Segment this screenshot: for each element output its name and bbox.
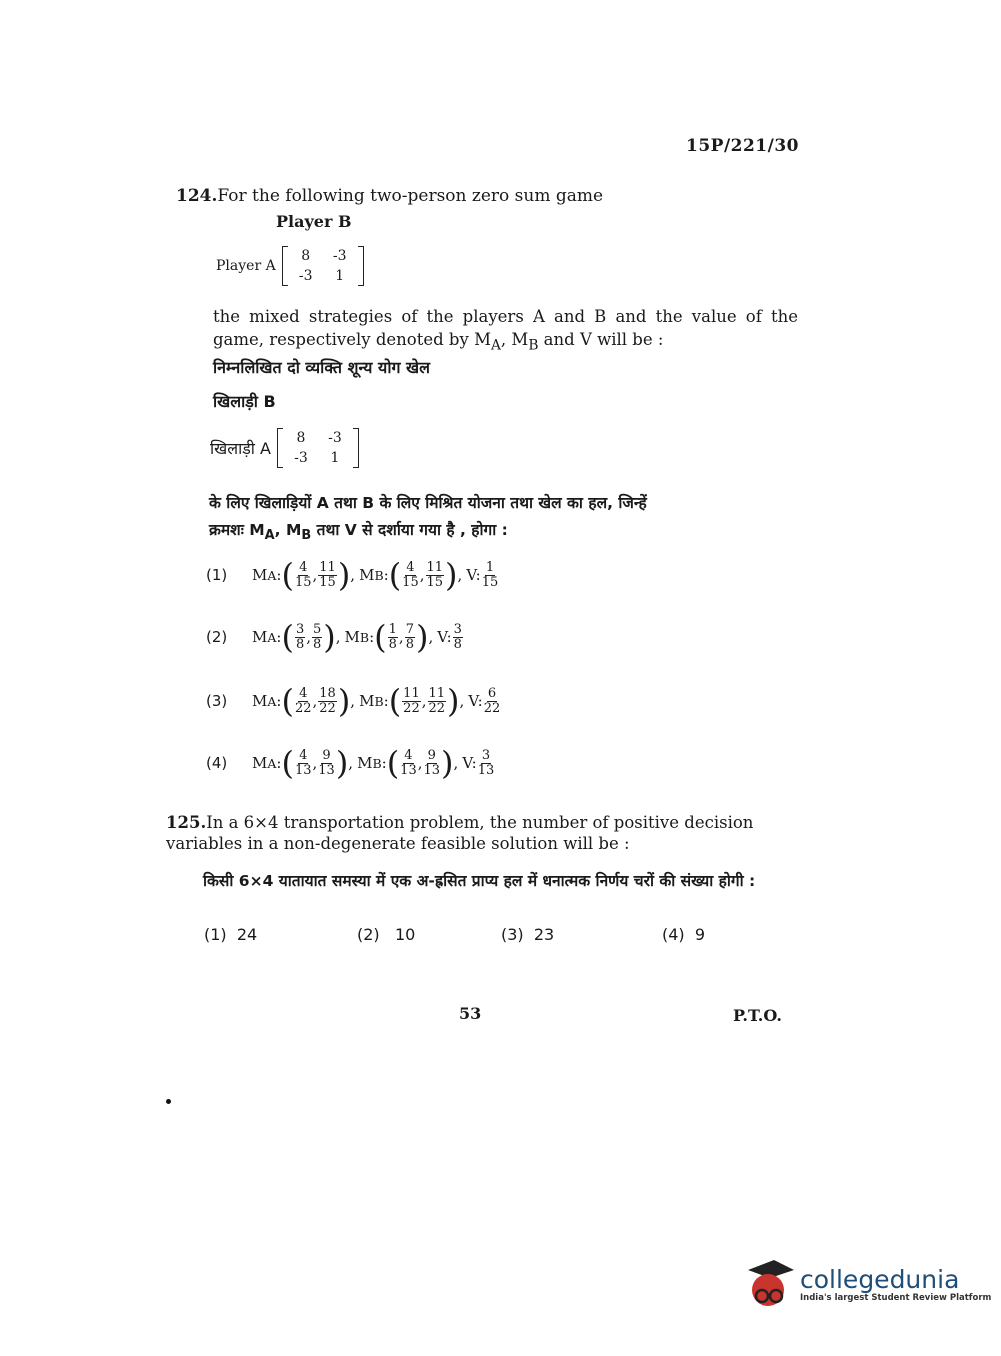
comma: , — [428, 628, 434, 646]
paren: ) — [323, 618, 336, 656]
fraction — [295, 687, 312, 716]
fraction — [453, 623, 463, 652]
var-ma: M — [474, 330, 491, 349]
page-number: 53 — [459, 1004, 482, 1023]
denominator: 13 — [400, 762, 417, 778]
answer-option[interactable] — [206, 556, 499, 594]
fraction — [318, 561, 337, 590]
sub: A — [267, 693, 277, 709]
fraction — [428, 687, 447, 716]
numerator: 4 — [406, 559, 415, 575]
paren: ( — [281, 618, 294, 656]
denominator: 22 — [294, 700, 312, 716]
numerator: 3 — [481, 747, 491, 763]
option-number: (3) — [501, 925, 524, 944]
payoff-matrix-en — [216, 246, 364, 286]
sub: B — [301, 528, 312, 544]
option-value: 10 — [394, 925, 416, 944]
fraction — [388, 623, 398, 652]
sub: A — [267, 755, 277, 771]
option-number: (3) — [206, 692, 228, 710]
paren: ( — [386, 744, 400, 782]
player-b-label: Player B — [276, 212, 352, 231]
paren: ) — [335, 744, 349, 782]
fraction — [426, 561, 445, 590]
denominator: 8 — [405, 636, 414, 652]
matrix-cell: 1 — [335, 268, 345, 284]
strategy-pair — [281, 744, 349, 782]
player-a-label: Player A — [216, 258, 276, 274]
denominator: 15 — [426, 574, 444, 590]
matrix-cell: -3 — [298, 268, 313, 284]
paren: ) — [445, 556, 458, 594]
matrix-cell: -3 — [328, 430, 342, 446]
question-text: For the following two-person zero sum game — [217, 186, 604, 206]
denominator: 22 — [483, 700, 501, 716]
payoff-matrix-hi — [210, 428, 359, 468]
colon: : — [383, 692, 389, 710]
matrix — [277, 428, 359, 468]
answer-option[interactable] — [501, 925, 554, 944]
question-125-text-hi: किसी 6×4 यातायात समस्या में एक अ-ह्रसित प्राप्य हल में धनात्मक निर्णय चरों की संख्या होगी : — [203, 872, 756, 890]
paren: ) — [415, 618, 429, 656]
paren: ) — [447, 682, 460, 720]
colon: : — [276, 692, 282, 710]
fraction — [402, 687, 421, 716]
comma: , — [306, 628, 311, 646]
label-v: V: — [462, 754, 477, 772]
comma: , — [453, 754, 459, 772]
matrix-cell: 1 — [330, 450, 340, 466]
comma: , — [398, 628, 404, 646]
paren: ( — [281, 744, 294, 782]
answer-option[interactable] — [206, 682, 501, 720]
denominator: 15 — [294, 574, 312, 590]
numerator: 9 — [322, 747, 331, 763]
numerator: 7 — [405, 621, 414, 637]
sub: B — [528, 337, 539, 354]
denominator: 22 — [428, 700, 446, 716]
comma: , — [350, 566, 356, 584]
numerator: 11 — [426, 559, 444, 575]
fraction — [295, 749, 312, 778]
comma: , — [421, 692, 427, 710]
comma: , — [350, 692, 356, 710]
comma: , — [312, 692, 318, 710]
denominator: 15 — [402, 574, 419, 590]
question-text: In a 6×4 transportation problem, the number of positive decision variables in a non-degenerate feasible solution will be : — [166, 813, 754, 853]
question-124-stem — [176, 186, 603, 206]
text: the mixed strategies of the players A and B and the value of the game, respectively denoted by — [213, 307, 798, 349]
numerator: 3 — [295, 621, 305, 637]
player-a-label-hi: खिलाड़ी A — [210, 439, 271, 458]
paren: ( — [281, 682, 294, 720]
option-number: (1) — [204, 925, 227, 944]
matrix-cell: 8 — [301, 248, 311, 264]
answer-option[interactable] — [204, 925, 257, 944]
brand-name: collegedunia — [800, 1265, 960, 1294]
text: , M — [274, 521, 302, 539]
text: तथा V से दर्शाया गया है , होगा : — [311, 521, 508, 539]
numerator: 3 — [453, 621, 462, 637]
question-124-text-hi — [209, 490, 799, 549]
denominator: 15 — [319, 574, 336, 590]
denominator: 13 — [423, 762, 441, 778]
comma: , — [457, 566, 463, 584]
paren: ) — [337, 556, 351, 594]
question-124-stem-hi: निम्नलिखित दो व्यक्ति शून्य योग खेल — [213, 358, 430, 377]
colon: : — [383, 566, 389, 584]
numerator: 11 — [403, 685, 420, 701]
strategy-pair — [374, 618, 429, 656]
label-ma: M — [252, 566, 268, 584]
paren: ( — [281, 556, 294, 594]
question-125-stem — [166, 812, 790, 854]
text: क्रमशः M — [209, 521, 265, 539]
denominator: 8 — [453, 636, 462, 652]
comma: , — [417, 754, 423, 772]
player-b-label-hi: खिलाड़ी B — [213, 392, 276, 411]
fraction — [295, 623, 305, 652]
sub: B — [374, 693, 384, 709]
paren: ( — [388, 556, 402, 594]
strategy-pair — [281, 618, 336, 656]
option-value: 9 — [694, 925, 706, 944]
denominator: 8 — [388, 636, 397, 652]
sub: A — [267, 567, 277, 583]
denominator: 22 — [319, 700, 336, 716]
option-value: 23 — [533, 925, 555, 944]
text: के लिए खिलाड़ियों A तथा B के लिए मिश्रित योजना तथा खेल का हल, जिन्हें — [209, 494, 647, 512]
numerator: 5 — [313, 621, 322, 637]
question-124-text-en: the mixed strategies of the players A and B and the value of the game, respectively denoted by $M_A$, $M_B$ and V will be : — [213, 307, 798, 354]
comma: , — [459, 692, 465, 710]
denominator: 13 — [294, 762, 312, 778]
sub: B — [374, 567, 384, 583]
var-mb: M — [511, 330, 529, 349]
label-v: V: — [468, 692, 483, 710]
text: and V will be : — [543, 330, 664, 349]
comma: , — [312, 754, 318, 772]
comma: , — [348, 754, 354, 772]
numerator: 6 — [487, 685, 497, 701]
denominator: 13 — [477, 762, 495, 778]
comma: , — [312, 566, 318, 584]
strategy-pair — [388, 556, 458, 594]
colon: : — [381, 754, 387, 772]
denominator: 15 — [481, 574, 499, 590]
question-number: 125. — [166, 813, 207, 832]
colon: : — [276, 566, 282, 584]
colon: : — [276, 628, 282, 646]
paren: ) — [337, 682, 351, 720]
option-number: (2) — [206, 628, 228, 646]
colon: : — [369, 628, 375, 646]
option-number: (4) — [206, 754, 228, 772]
strategy-pair — [281, 682, 351, 720]
label-v: V: — [466, 566, 481, 584]
numerator: 9 — [427, 747, 436, 763]
fraction — [402, 561, 419, 590]
numerator: 18 — [319, 685, 336, 701]
scan-speck — [166, 1099, 171, 1104]
sub: A — [267, 629, 277, 645]
numerator: 4 — [299, 685, 308, 701]
numerator: 4 — [299, 747, 308, 763]
label-ma: M — [252, 754, 268, 772]
fraction — [312, 623, 322, 652]
option-number: (2) — [357, 925, 380, 944]
label-ma: M — [252, 628, 268, 646]
denominator: 13 — [318, 762, 335, 778]
numerator: 4 — [299, 559, 308, 575]
numerator: 4 — [404, 747, 413, 763]
answer-option[interactable] — [206, 618, 464, 656]
denominator: 8 — [295, 636, 305, 652]
denominator: 22 — [403, 700, 420, 716]
answer-option[interactable] — [206, 744, 495, 782]
strategy-pair — [281, 556, 351, 594]
fraction — [318, 687, 337, 716]
paper-code: 15P/221/30 — [686, 136, 800, 156]
numerator: 1 — [388, 621, 397, 637]
answer-option[interactable] — [662, 925, 705, 944]
label-mb: M — [344, 628, 360, 646]
comma: , — [335, 628, 341, 646]
denominator: 8 — [313, 636, 322, 652]
label-mb: M — [359, 692, 375, 710]
collegedunia-logo — [744, 1256, 991, 1314]
fraction — [482, 561, 499, 590]
numerator: 11 — [428, 685, 446, 701]
question-number: 124. — [176, 186, 218, 206]
colon: : — [276, 754, 282, 772]
pto-label: P.T.O. — [733, 1006, 782, 1025]
strategy-pair — [388, 682, 460, 720]
text-line — [209, 517, 799, 549]
label-v: V: — [437, 628, 452, 646]
answer-option[interactable] — [357, 925, 415, 944]
strategy-pair — [386, 744, 454, 782]
paren: ( — [374, 618, 387, 656]
fraction — [478, 749, 495, 778]
fraction — [295, 561, 312, 590]
option-number: (4) — [662, 925, 685, 944]
comma: , — [419, 566, 425, 584]
label-mb: M — [359, 566, 375, 584]
sub: B — [372, 755, 382, 771]
brand-tagline: India's largest Student Review Platform — [800, 1293, 992, 1303]
numerator: 11 — [319, 559, 336, 575]
paren: ( — [388, 682, 402, 720]
fraction — [405, 623, 415, 652]
fraction — [318, 749, 335, 778]
label-ma: M — [252, 692, 268, 710]
label-mb: M — [357, 754, 373, 772]
matrix-cell: 8 — [296, 430, 306, 446]
matrix — [282, 246, 364, 286]
sub: B — [359, 629, 370, 645]
numerator: 1 — [485, 559, 495, 575]
matrix-cell: -3 — [332, 248, 347, 264]
paren: ) — [441, 744, 454, 782]
option-value: 24 — [236, 925, 258, 944]
fraction — [424, 749, 441, 778]
matrix-cell: -3 — [294, 450, 308, 466]
sub: A — [264, 528, 275, 544]
sub: A — [490, 337, 501, 354]
fraction — [484, 687, 501, 716]
option-number: (1) — [206, 566, 228, 584]
fraction — [400, 749, 417, 778]
mascot-icon — [744, 1256, 796, 1314]
